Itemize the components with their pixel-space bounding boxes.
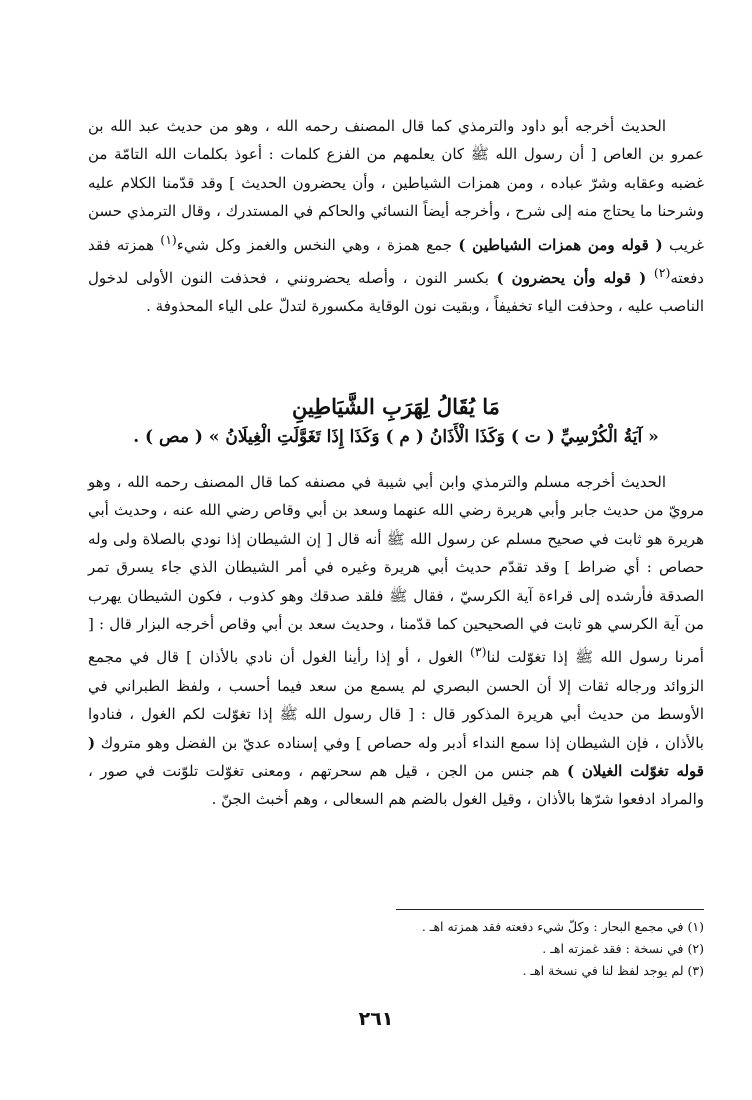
- footnote-2: (٢) في نسخة : فقد غمزته اهـ .: [542, 941, 704, 956]
- section-subtitle: « آيَةُ الْكُرْسِيِّ ( ت ) وَكَذَا الْأَذَانُ ( م ) وَكَذَا إِذَا تَغَوَّلَتِ الْغِيلَانُ » ( مص ) .: [133, 427, 659, 447]
- page-number: ٢٦١: [358, 1008, 394, 1030]
- second-paragraph-block: [88, 468, 704, 814]
- footnote-ref-1: (١): [160, 231, 177, 247]
- footnotes: [88, 916, 704, 982]
- bold-quote-ghilan: ( قوله تغوّلت الغيلان ): [88, 733, 704, 781]
- second-paragraph: الحديث أخرجه مسلم والترمذي وابن أبي شيبة في مصنفه كما قال المصنف رحمه الله ، وهو مرويّ من حديث جابر وأبي هريرة رضي الله عنهما وسعد بن أبي وقاص رضي الله عنه ، وحديث أبي هريرة هو ثابت في صحيح مسلم عن رسول الله ﷺ أنه قال [ إن الشيطان إذا نودي بالصلاة ولى وله حصاص : أي ضراط ] وقد تقدّم حديث أبي هريرة وغيره في أمر الشيطان الذي جاء يسرق تمر الصدقة فأرشده إلى قراءة آية الكرسيّ ، فقال ﷺ فلقد صدقك وهو كذوب ، فكون الشيطان يهرب من آية الكرسي هو ثابت في الصحيحين كما قدّمنا ، وحديث سعد بن أبي وقاص أخرجه البزار قال : [ أمرنا رسول الله ﷺ إذا تغوّلت لنا$^{(٣)}$ الغول ، أو إذا رأينا الغول أن نادي بالأذان ] قال في مجمع الزوائد ورجاله ثقات إلا أن الحسن البصري لم يسمع من سعد فيما أحسب ، ولفظ الطبراني في الأوسط من حديث أبي هريرة المذكور قال : [ قال رسول الله ﷺ إذا تغوّلت لكم الغول ، فنادوا بالأذان ، فإن الشيطان إذا سمع النداء أدبر وله حصاص ] وفي إسناده عديّ بن الفضل وهو متروك ( قوله تغوّلت الغيلان ) هم جنس من الجن ، قيل هم سحرتهم ، ومعنى تغوّلت تلوّنت في صور ، والمراد ادفعوا شرّها بالأذان ، وقيل الغول بالضم هم السعالى ، وهم أخبث الجنّ .: [88, 473, 704, 809]
- first-paragraph-block: [88, 112, 704, 321]
- bold-quote-yahdurun: ( قوله وأن يحضرون ): [496, 269, 647, 288]
- footnote-1: (١) في مجمع البحار : وكلّ شيء دفعته فقد همزته اهـ .: [421, 919, 704, 934]
- footnote-ref-2: (٢): [653, 265, 671, 281]
- footnote-divider: [396, 909, 704, 910]
- section-heading: [88, 392, 704, 452]
- bold-quote-hamazat: ( قوله ومن همزات الشياطين ): [458, 235, 663, 254]
- section-title: مَا يُقَالُ لِهَرَبِ الشَّيَاطِينِ: [292, 394, 500, 419]
- footnote-ref-3: (٣): [469, 644, 487, 660]
- footnote-3: (٣) لم يوجد لفظ لنا في نسخة اهـ .: [522, 963, 704, 978]
- first-paragraph: الحديث أخرجه أبو داود والترمذي كما قال المصنف رحمه الله ، وهو من حديث عبد الله بن عمرو بن العاص [ أن رسول الله ﷺ كان يعلمهم من الفزع كلمات : أعوذ بكلمات الله التامّة من غضبه وعقابه وشرّ عباده ، ومن همزات الشياطين ، وأن يحضرون الحديث ] وقد قدّمنا الكلام عليه وشرحنا ما يحتاج منه إلى شرح ، وأخرجه أيضاً النسائي والحاكم في المستدرك ، وقال الترمذي حسن غريب ( قوله ومن همزات الشياطين ) جمع همزة ، وهي النخس والغمز وكل شيء$^{(١)}$ همزته فقد دفعته$^{(٢)}$ ( قوله وأن يحضرون ) بكسر النون ، وأصله يحضرونني ، فحذفت النون الأولى لدخول الناصب عليه ، وحذفت الياء تخفيفاً ، وبقيت نون الوقاية مكسورة لتدلّ على الياء المحذوفة .: [88, 117, 705, 316]
